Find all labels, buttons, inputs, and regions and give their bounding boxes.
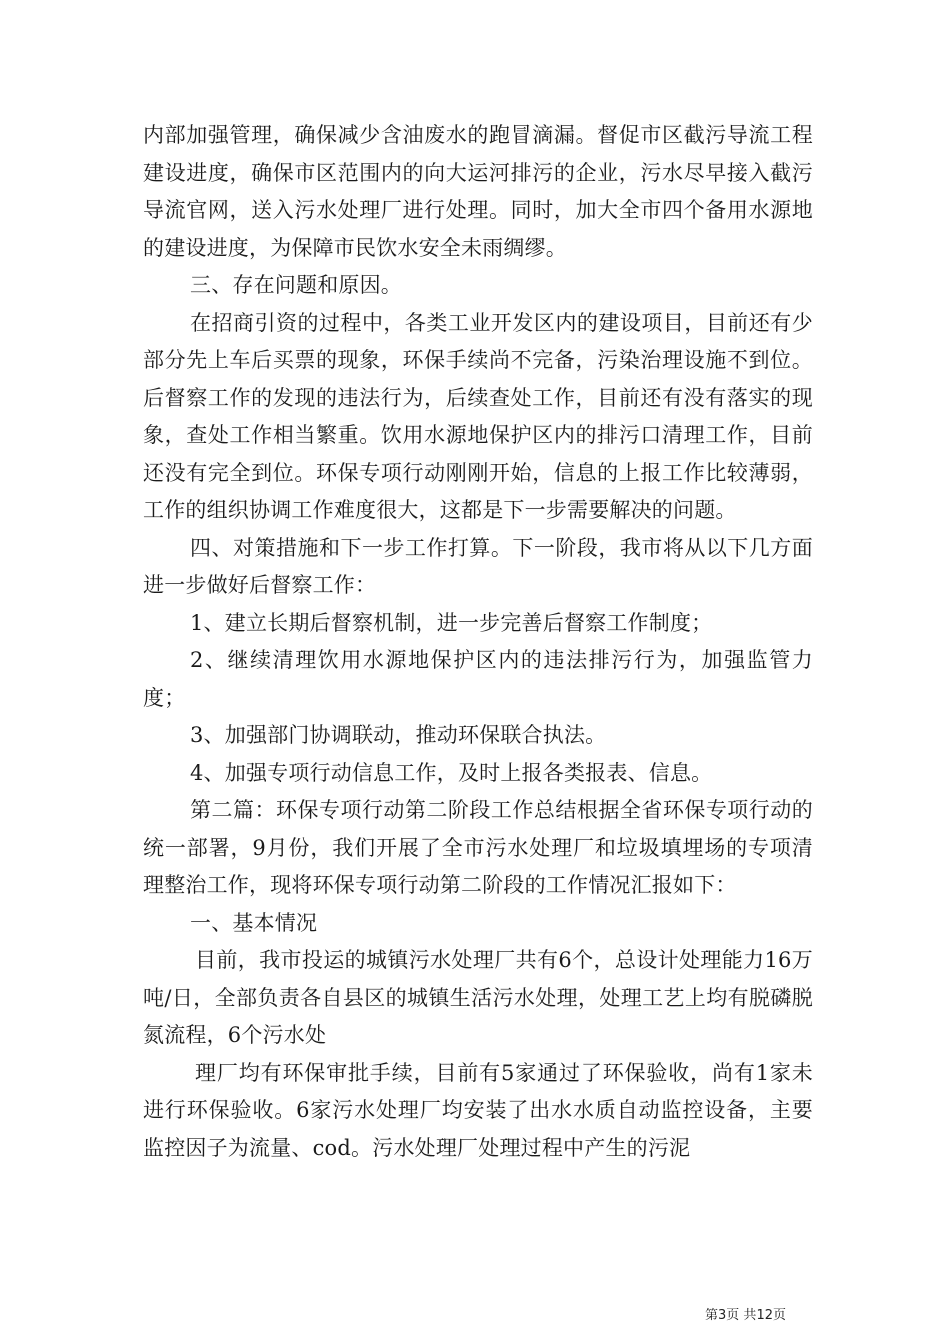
paragraph-basic-1: 目前，我市投运的城镇污水处理厂共有6个，总设计处理能力16万吨/日，全部负责各自县区的城镇生活污水处理，处理工艺上均有脱磷脱氮流程，6个污水处	[143, 948, 813, 1047]
current-page-number: 3	[718, 1308, 727, 1323]
paragraph-problems: 在招商引资的过程中，各类工业开发区内的建设项目，目前还有少部分先上车后买票的现象，环保手续尚不完备，污染治理设施不到位。后督察工作的发现的违法行为，后续查处工作，目前还有没有落实的现象，查处工作相当繁重。饮用水源地保护区内的排污口清理工作，目前还没有完全到位。环保专项行动刚刚开始，信息的上报工作比较薄弱，工作的组织协调工作难度很大，这都是下一步需要解决的问题。	[143, 310, 813, 522]
paragraph-continuation: 内部加强管理，确保减少含油废水的跑冒滴漏。督促市区截污导流工程建设进度，确保市区范围内的向大运河排污的企业，污水尽早接入截污导流官网，送入污水处理厂进行处理。同时，加大全市四个备用水源地的建设进度，为保障市民饮水安全未雨绸缪。	[143, 123, 813, 260]
footer-suffix: 页	[772, 1308, 786, 1323]
list-item-1: 1、建立长期后督察机制，进一步完善后督察工作制度；	[190, 610, 713, 635]
footer-middle: 页 共	[726, 1308, 757, 1323]
section-heading-problems: 三、存在问题和原因。	[190, 273, 402, 297]
list-item-2: 2、继续清理饮用水源地保护区内的违法排污行为，加强监管力度；	[143, 648, 813, 710]
section-heading-basic: 一、基本情况	[190, 910, 318, 935]
page-number-footer	[705, 1304, 786, 1323]
section-heading-measures: 四、对策措施和下一步工作打算。下一阶段，我市将从以下几方面进一步做好后督察工作：	[143, 535, 813, 597]
total-page-number: 12	[756, 1308, 773, 1323]
document-body	[143, 117, 813, 1167]
paragraph-second-article: 第二篇：环保专项行动第二阶段工作总结根据全省环保专项行动的统一部署，9月份，我们开展了全市污水处理厂和垃圾填埋场的专项清理整治工作，现将环保专项行动第二阶段的工作情况汇报如下：	[143, 798, 813, 897]
footer-prefix: 第	[705, 1308, 719, 1323]
list-item-4: 4、加强专项行动信息工作，及时上报各类报表、信息。	[190, 760, 713, 785]
paragraph-basic-2: 理厂均有环保审批手续，目前有5家通过了环保验收，尚有1家未进行环保验收。6家污水处理厂均安装了出水水质自动监控设备，主要监控因子为流量、cod。污水处理厂处理过程中产生的污泥	[143, 1060, 813, 1160]
list-item-3: 3、加强部门协调联动，推动环保联合执法。	[190, 723, 607, 747]
